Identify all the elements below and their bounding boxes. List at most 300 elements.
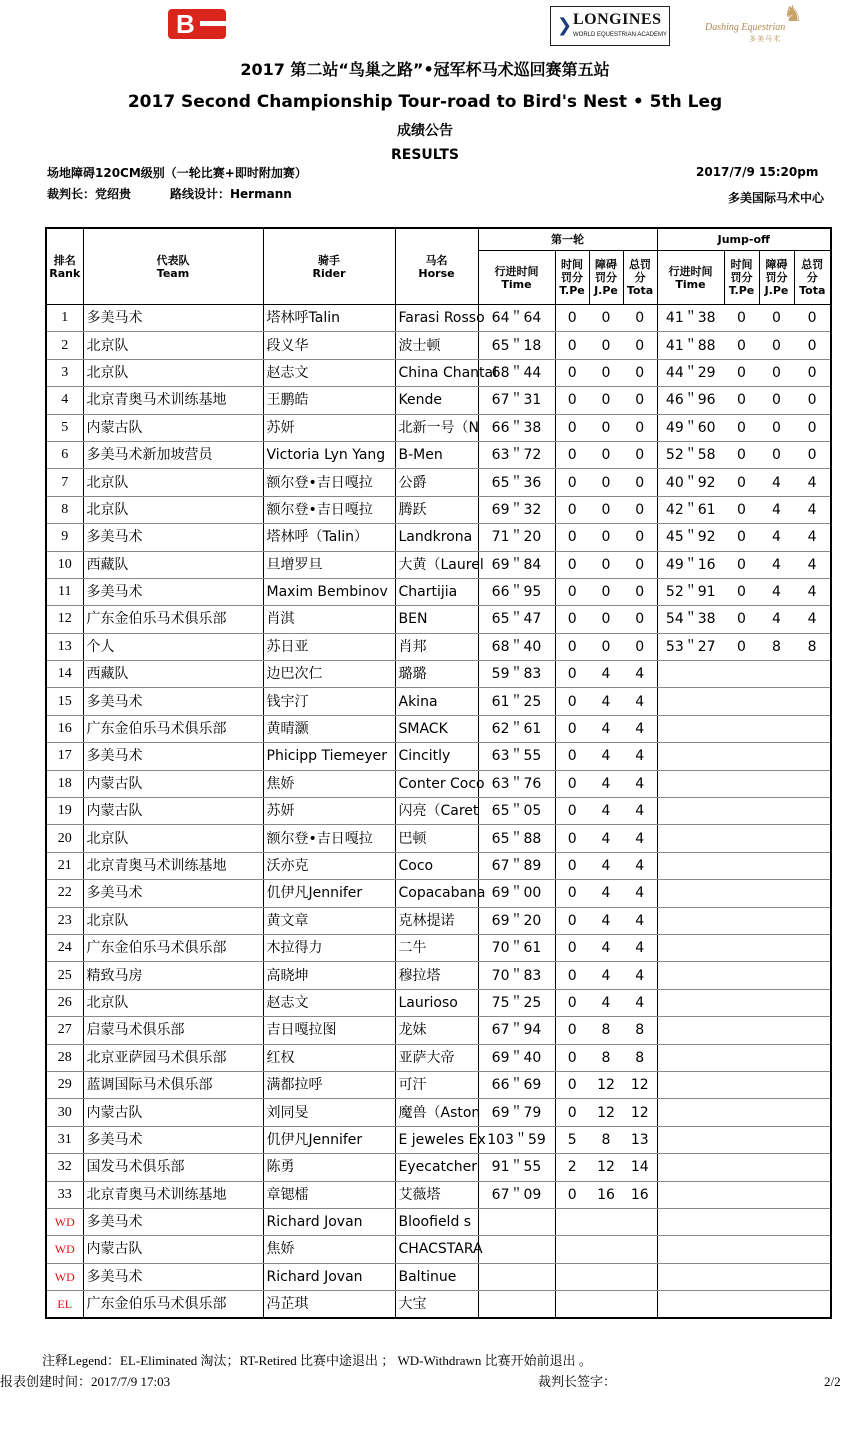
jo-tot-cell: 4 (794, 469, 831, 496)
header-r1-tot: 总罚 分 Tota (623, 251, 657, 305)
team-cell: 多美马术 (83, 1263, 263, 1290)
rider-cell: 肖淇 (263, 606, 395, 633)
horse-icon: ♞ (783, 2, 803, 27)
table-row (46, 1263, 831, 1290)
jo-tot-cell: 0 (794, 359, 831, 386)
team-cell: 广东金伯乐马术俱乐部 (83, 1291, 263, 1319)
r1-tot-cell (623, 1291, 657, 1319)
r1-time-cell: 68＂40 (478, 633, 555, 660)
title-english: 2017 Second Championship Tour-road to Bird's Nest • 5th Leg (127, 92, 723, 112)
header-rider: 骑手 Rider (263, 228, 395, 305)
results-heading-english: RESULTS (390, 147, 460, 163)
r1-tot-cell: 12 (623, 1071, 657, 1098)
jo-tpe-cell (724, 1154, 759, 1181)
horse-cell: Eyecatcher (395, 1154, 478, 1181)
jo-jpe-cell: 4 (759, 496, 794, 523)
r1-time-cell (478, 1291, 555, 1319)
table-row (46, 743, 831, 770)
jo-time-cell: 45＂92 (657, 524, 724, 551)
horse-cell: 可汗 (395, 1071, 478, 1098)
jo-tpe-cell (724, 1236, 759, 1263)
team-cell: 北京队 (83, 469, 263, 496)
rider-cell: 苏妍 (263, 798, 395, 825)
horse-cell: Baltinue (395, 1263, 478, 1290)
table-row (46, 880, 831, 907)
r1-time-cell: 69＂00 (478, 880, 555, 907)
longines-wing-icon: ❯ (557, 15, 573, 36)
jo-tot-cell: 4 (794, 496, 831, 523)
table-row (46, 1099, 831, 1126)
team-cell: 精致马房 (83, 962, 263, 989)
jo-tpe-cell (724, 1181, 759, 1208)
team-cell: 多美马术 (83, 743, 263, 770)
rank-cell: 31 (46, 1126, 83, 1153)
jo-time-cell (657, 1126, 724, 1153)
jo-time-cell (657, 715, 724, 742)
jo-tpe-cell (724, 1099, 759, 1126)
table-row (46, 633, 831, 660)
r1-time-cell: 69＂32 (478, 496, 555, 523)
rider-cell: 额尔登•吉日嘎拉 (263, 496, 395, 523)
rank-cell: 12 (46, 606, 83, 633)
jo-jpe-cell (759, 1071, 794, 1098)
table-row (46, 688, 831, 715)
header-r1-tpe: 时间 罚分 T.Pe (555, 251, 589, 305)
table-row (46, 524, 831, 551)
horse-cell: BEN (395, 606, 478, 633)
jo-time-cell (657, 688, 724, 715)
r1-jpe-cell: 12 (589, 1099, 623, 1126)
team-cell: 北京队 (83, 825, 263, 852)
r1-tot-cell: 8 (623, 1044, 657, 1071)
header-jumpoff: Jump-off (657, 228, 831, 251)
jo-tpe-cell (724, 962, 759, 989)
rank-cell: 9 (46, 524, 83, 551)
team-cell: 内蒙古队 (83, 414, 263, 441)
r1-tot-cell: 0 (623, 414, 657, 441)
r1-tpe-cell: 0 (555, 1181, 589, 1208)
r1-tpe-cell: 5 (555, 1126, 589, 1153)
jo-jpe-cell (759, 907, 794, 934)
jo-time-cell (657, 989, 724, 1016)
venue: 多美国际马术中心 (728, 191, 825, 205)
jo-jpe-cell: 4 (759, 578, 794, 605)
jo-tot-cell (794, 1126, 831, 1153)
r1-tpe-cell: 0 (555, 989, 589, 1016)
r1-tpe-cell: 0 (555, 798, 589, 825)
r1-tot-cell: 8 (623, 1017, 657, 1044)
jo-tot-cell: 4 (794, 551, 831, 578)
jo-jpe-cell (759, 1017, 794, 1044)
jo-tot-cell: 8 (794, 633, 831, 660)
r1-jpe-cell: 4 (589, 852, 623, 879)
jo-tpe-cell (724, 880, 759, 907)
horse-cell: Bloofield s (395, 1208, 478, 1235)
r1-tpe-cell: 0 (555, 715, 589, 742)
jo-tpe-cell (724, 907, 759, 934)
header-r1-jpe: 障碍 罚分 J.Pe (589, 251, 623, 305)
r1-tot-cell: 0 (623, 387, 657, 414)
jo-tpe-cell: 0 (724, 305, 759, 332)
jo-tpe-cell (724, 934, 759, 961)
r1-tot-cell: 13 (623, 1126, 657, 1153)
r1-time-cell: 103＂59 (478, 1126, 555, 1153)
horse-cell: Chartijia (395, 578, 478, 605)
table-row (46, 1044, 831, 1071)
jo-jpe-cell (759, 1263, 794, 1290)
r1-tpe-cell: 0 (555, 852, 589, 879)
table-row (46, 770, 831, 797)
rider-cell: 塔林呼（Talin） (263, 524, 395, 551)
jo-tpe-cell (724, 770, 759, 797)
jo-tpe-cell (724, 798, 759, 825)
jo-tot-cell: 0 (794, 441, 831, 468)
r1-tpe-cell: 0 (555, 1017, 589, 1044)
jo-time-cell (657, 825, 724, 852)
r1-tpe-cell: 0 (555, 387, 589, 414)
r1-jpe-cell: 0 (589, 578, 623, 605)
jo-tpe-cell (724, 852, 759, 879)
rider-cell: 红权 (263, 1044, 395, 1071)
table-row (46, 907, 831, 934)
rank-cell: 3 (46, 359, 83, 386)
jo-tot-cell: 4 (794, 606, 831, 633)
jo-tpe-cell: 0 (724, 633, 759, 660)
rank-cell: 4 (46, 387, 83, 414)
jo-tot-cell (794, 1181, 831, 1208)
r1-jpe-cell: 4 (589, 934, 623, 961)
jo-time-cell (657, 1181, 724, 1208)
jo-tpe-cell (724, 688, 759, 715)
jo-tpe-cell: 0 (724, 551, 759, 578)
title-chinese: 2017 第二站“鸟巢之路”•冠军杯马术巡回赛第五站 (240, 60, 610, 79)
jo-tot-cell (794, 962, 831, 989)
r1-jpe-cell (589, 1208, 623, 1235)
r1-tot-cell: 0 (623, 633, 657, 660)
rider-cell: 沃亦克 (263, 852, 395, 879)
r1-tot-cell: 4 (623, 934, 657, 961)
r1-tot-cell: 4 (623, 880, 657, 907)
jo-tpe-cell: 0 (724, 578, 759, 605)
r1-tot-cell: 4 (623, 743, 657, 770)
longines-name: LONGINES (573, 11, 662, 28)
team-cell: 多美马术 (83, 688, 263, 715)
table-row (46, 1154, 831, 1181)
r1-jpe-cell: 0 (589, 606, 623, 633)
jo-tot-cell: 0 (794, 414, 831, 441)
header-team: 代表队 Team (83, 228, 263, 305)
table-row (46, 1208, 831, 1235)
jo-tpe-cell (724, 1291, 759, 1319)
rider-cell: 焦娇 (263, 1236, 395, 1263)
horse-cell: SMACK (395, 715, 478, 742)
table-row (46, 359, 831, 386)
rider-cell: 黄晴灏 (263, 715, 395, 742)
header-rank: 排名 Rank (46, 228, 83, 305)
table-row (46, 934, 831, 961)
r1-tot-cell: 4 (623, 715, 657, 742)
results-table (45, 227, 832, 1319)
r1-time-cell: 69＂84 (478, 551, 555, 578)
r1-time-cell: 67＂89 (478, 852, 555, 879)
r1-time-cell: 62＂61 (478, 715, 555, 742)
r1-tpe-cell: 0 (555, 880, 589, 907)
jo-tpe-cell: 0 (724, 606, 759, 633)
rank-cell: 14 (46, 661, 83, 688)
r1-tot-cell: 0 (623, 441, 657, 468)
r1-tot-cell: 4 (623, 661, 657, 688)
jo-jpe-cell (759, 1208, 794, 1235)
jo-tpe-cell: 0 (724, 441, 759, 468)
table-row (46, 962, 831, 989)
r1-jpe-cell: 4 (589, 743, 623, 770)
jo-time-cell (657, 1236, 724, 1263)
team-cell: 多美马术 (83, 880, 263, 907)
r1-jpe-cell (589, 1291, 623, 1319)
r1-jpe-cell: 12 (589, 1154, 623, 1181)
r1-tpe-cell: 0 (555, 934, 589, 961)
jo-tot-cell (794, 825, 831, 852)
r1-tot-cell: 4 (623, 770, 657, 797)
r1-tot-cell: 0 (623, 606, 657, 633)
jo-tot-cell (794, 1291, 831, 1319)
jo-time-cell (657, 907, 724, 934)
jo-time-cell (657, 1044, 724, 1071)
header-jo-time: 行进时间 Time (657, 251, 724, 305)
team-cell: 北京青奥马术训练基地 (83, 852, 263, 879)
team-cell: 西藏队 (83, 551, 263, 578)
dashing-name: Dashing Equestrian (705, 22, 786, 33)
jo-tpe-cell: 0 (724, 496, 759, 523)
jo-jpe-cell (759, 1181, 794, 1208)
jo-time-cell: 53＂27 (657, 633, 724, 660)
r1-jpe-cell: 4 (589, 770, 623, 797)
r1-jpe-cell: 0 (589, 359, 623, 386)
r1-tpe-cell: 0 (555, 1071, 589, 1098)
r1-jpe-cell: 12 (589, 1071, 623, 1098)
jo-tpe-cell (724, 825, 759, 852)
table-row (46, 825, 831, 852)
r1-time-cell: 69＂20 (478, 907, 555, 934)
jo-time-cell: 52＂58 (657, 441, 724, 468)
jo-tot-cell (794, 715, 831, 742)
rider-cell: 木拉得力 (263, 934, 395, 961)
rank-cell: 17 (46, 743, 83, 770)
rider-cell: 塔林呼Talin (263, 305, 395, 332)
rank-cell: 6 (46, 441, 83, 468)
r1-time-cell: 70＂83 (478, 962, 555, 989)
r1-tpe-cell: 0 (555, 825, 589, 852)
table-row (46, 1181, 831, 1208)
rank-cell: 24 (46, 934, 83, 961)
r1-time-cell: 91＂55 (478, 1154, 555, 1181)
jo-jpe-cell (759, 798, 794, 825)
r1-time-cell: 65＂36 (478, 469, 555, 496)
jo-tpe-cell: 0 (724, 359, 759, 386)
r1-time-cell: 59＂83 (478, 661, 555, 688)
header-jo-tot: 总罚 分 Tota (794, 251, 831, 305)
legend-note: 注释Legend：EL-Eliminated 淘汰；RT-Retired 比赛中途退出 ； WD-Withdrawn 比赛开始前退出 。 (42, 1353, 592, 1368)
rank-cell: WD (46, 1208, 83, 1235)
rider-cell: 高晓坤 (263, 962, 395, 989)
jo-time-cell (657, 880, 724, 907)
r1-tpe-cell: 0 (555, 578, 589, 605)
r1-tot-cell (623, 1208, 657, 1235)
report-created: 报表创建时间：2017/7/9 17:03 (0, 1374, 171, 1389)
rank-cell: 30 (46, 1099, 83, 1126)
rank-cell: 20 (46, 825, 83, 852)
r1-time-cell: 69＂40 (478, 1044, 555, 1071)
r1-time-cell: 65＂18 (478, 332, 555, 359)
jo-tot-cell (794, 1236, 831, 1263)
jo-time-cell: 41＂88 (657, 332, 724, 359)
jo-jpe-cell: 0 (759, 332, 794, 359)
rider-cell: 边巴次仁 (263, 661, 395, 688)
rider-cell: 赵志文 (263, 359, 395, 386)
r1-jpe-cell: 0 (589, 633, 623, 660)
rider-cell: 王鹏皓 (263, 387, 395, 414)
r1-time-cell: 63＂76 (478, 770, 555, 797)
team-cell: 北京青奥马术训练基地 (83, 387, 263, 414)
rider-cell: 吉日嘎拉图 (263, 1017, 395, 1044)
table-row (46, 1236, 831, 1263)
rank-cell: WD (46, 1263, 83, 1290)
rider-cell: 刘同旻 (263, 1099, 395, 1126)
table-row (46, 606, 831, 633)
rider-cell: 焦娇 (263, 770, 395, 797)
r1-time-cell: 75＂25 (478, 989, 555, 1016)
team-cell: 启蒙马术俱乐部 (83, 1017, 263, 1044)
jo-jpe-cell: 4 (759, 551, 794, 578)
jo-tot-cell (794, 1099, 831, 1126)
team-cell: 广东金伯乐马术俱乐部 (83, 715, 263, 742)
r1-time-cell: 64＂64 (478, 305, 555, 332)
class-info: 场地障碍120CM级别（一轮比赛+即时附加赛） (47, 166, 307, 180)
rider-cell: 满都拉呼 (263, 1071, 395, 1098)
r1-jpe-cell: 4 (589, 880, 623, 907)
r1-tot-cell: 16 (623, 1181, 657, 1208)
rider-cell: Phicipp Tiemeyer (263, 743, 395, 770)
rank-cell: 18 (46, 770, 83, 797)
table-row (46, 551, 831, 578)
r1-tot-cell: 4 (623, 962, 657, 989)
r1-tpe-cell: 0 (555, 1099, 589, 1126)
table-row (46, 852, 831, 879)
r1-time-cell: 68＂44 (478, 359, 555, 386)
jo-tot-cell (794, 1017, 831, 1044)
jo-tot-cell (794, 1071, 831, 1098)
jo-tot-cell: 4 (794, 524, 831, 551)
jo-jpe-cell: 4 (759, 469, 794, 496)
rank-cell: 7 (46, 469, 83, 496)
r1-jpe-cell: 4 (589, 989, 623, 1016)
team-cell: 内蒙古队 (83, 1236, 263, 1263)
jo-tot-cell (794, 989, 831, 1016)
jo-jpe-cell (759, 1044, 794, 1071)
r1-time-cell: 61＂25 (478, 688, 555, 715)
r1-time-cell: 65＂47 (478, 606, 555, 633)
r1-jpe-cell: 4 (589, 688, 623, 715)
r1-jpe-cell: 8 (589, 1044, 623, 1071)
r1-tpe-cell: 0 (555, 305, 589, 332)
rider-cell: 赵志文 (263, 989, 395, 1016)
rank-cell: 22 (46, 880, 83, 907)
r1-jpe-cell: 4 (589, 907, 623, 934)
table-row (46, 1291, 831, 1319)
jo-time-cell: 49＂16 (657, 551, 724, 578)
r1-time-cell: 67＂09 (478, 1181, 555, 1208)
jo-jpe-cell (759, 661, 794, 688)
logo-b-stripe (200, 21, 226, 26)
r1-tot-cell: 4 (623, 688, 657, 715)
jo-jpe-cell: 4 (759, 606, 794, 633)
horse-cell: 公爵 (395, 469, 478, 496)
r1-tpe-cell: 0 (555, 1044, 589, 1071)
jo-time-cell: 52＂91 (657, 578, 724, 605)
r1-tpe-cell: 0 (555, 524, 589, 551)
team-cell: 内蒙古队 (83, 798, 263, 825)
rank-cell: 11 (46, 578, 83, 605)
jo-tot-cell: 0 (794, 387, 831, 414)
horse-cell: Kende (395, 387, 478, 414)
team-cell: 个人 (83, 633, 263, 660)
horse-cell: China Chantal (395, 359, 478, 386)
horse-cell: Landkrona (395, 524, 478, 551)
horse-cell: Copacabana (395, 880, 478, 907)
r1-tpe-cell: 2 (555, 1154, 589, 1181)
r1-jpe-cell: 0 (589, 414, 623, 441)
jo-tpe-cell (724, 1071, 759, 1098)
rank-cell: WD (46, 1236, 83, 1263)
rank-cell: 29 (46, 1071, 83, 1098)
jo-tot-cell (794, 880, 831, 907)
rider-cell: 苏日亚 (263, 633, 395, 660)
r1-jpe-cell: 16 (589, 1181, 623, 1208)
r1-tot-cell: 4 (623, 989, 657, 1016)
horse-cell: 北新一号（N (395, 414, 478, 441)
jo-time-cell: 54＂38 (657, 606, 724, 633)
team-cell: 多美马术 (83, 578, 263, 605)
jo-time-cell (657, 934, 724, 961)
rank-cell: 2 (46, 332, 83, 359)
jo-tot-cell (794, 661, 831, 688)
r1-tot-cell: 4 (623, 798, 657, 825)
rank-cell: 21 (46, 852, 83, 879)
horse-cell: 穆拉塔 (395, 962, 478, 989)
r1-tot-cell: 4 (623, 825, 657, 852)
jo-tpe-cell (724, 1208, 759, 1235)
rider-cell: 段义华 (263, 332, 395, 359)
table-row (46, 989, 831, 1016)
jo-tpe-cell: 0 (724, 387, 759, 414)
jo-time-cell: 44＂29 (657, 359, 724, 386)
r1-tpe-cell (555, 1291, 589, 1319)
r1-jpe-cell: 0 (589, 551, 623, 578)
r1-tpe-cell (555, 1263, 589, 1290)
jo-jpe-cell (759, 825, 794, 852)
horse-cell: Coco (395, 852, 478, 879)
r1-tpe-cell: 0 (555, 743, 589, 770)
table-row (46, 798, 831, 825)
chief-judge: 裁判长：党绍贵 (47, 187, 132, 201)
r1-tot-cell: 0 (623, 524, 657, 551)
table-row (46, 1126, 831, 1153)
jo-tot-cell (794, 1044, 831, 1071)
jo-tot-cell (794, 907, 831, 934)
jo-jpe-cell: 0 (759, 387, 794, 414)
r1-tot-cell: 0 (623, 332, 657, 359)
jo-jpe-cell (759, 1236, 794, 1263)
